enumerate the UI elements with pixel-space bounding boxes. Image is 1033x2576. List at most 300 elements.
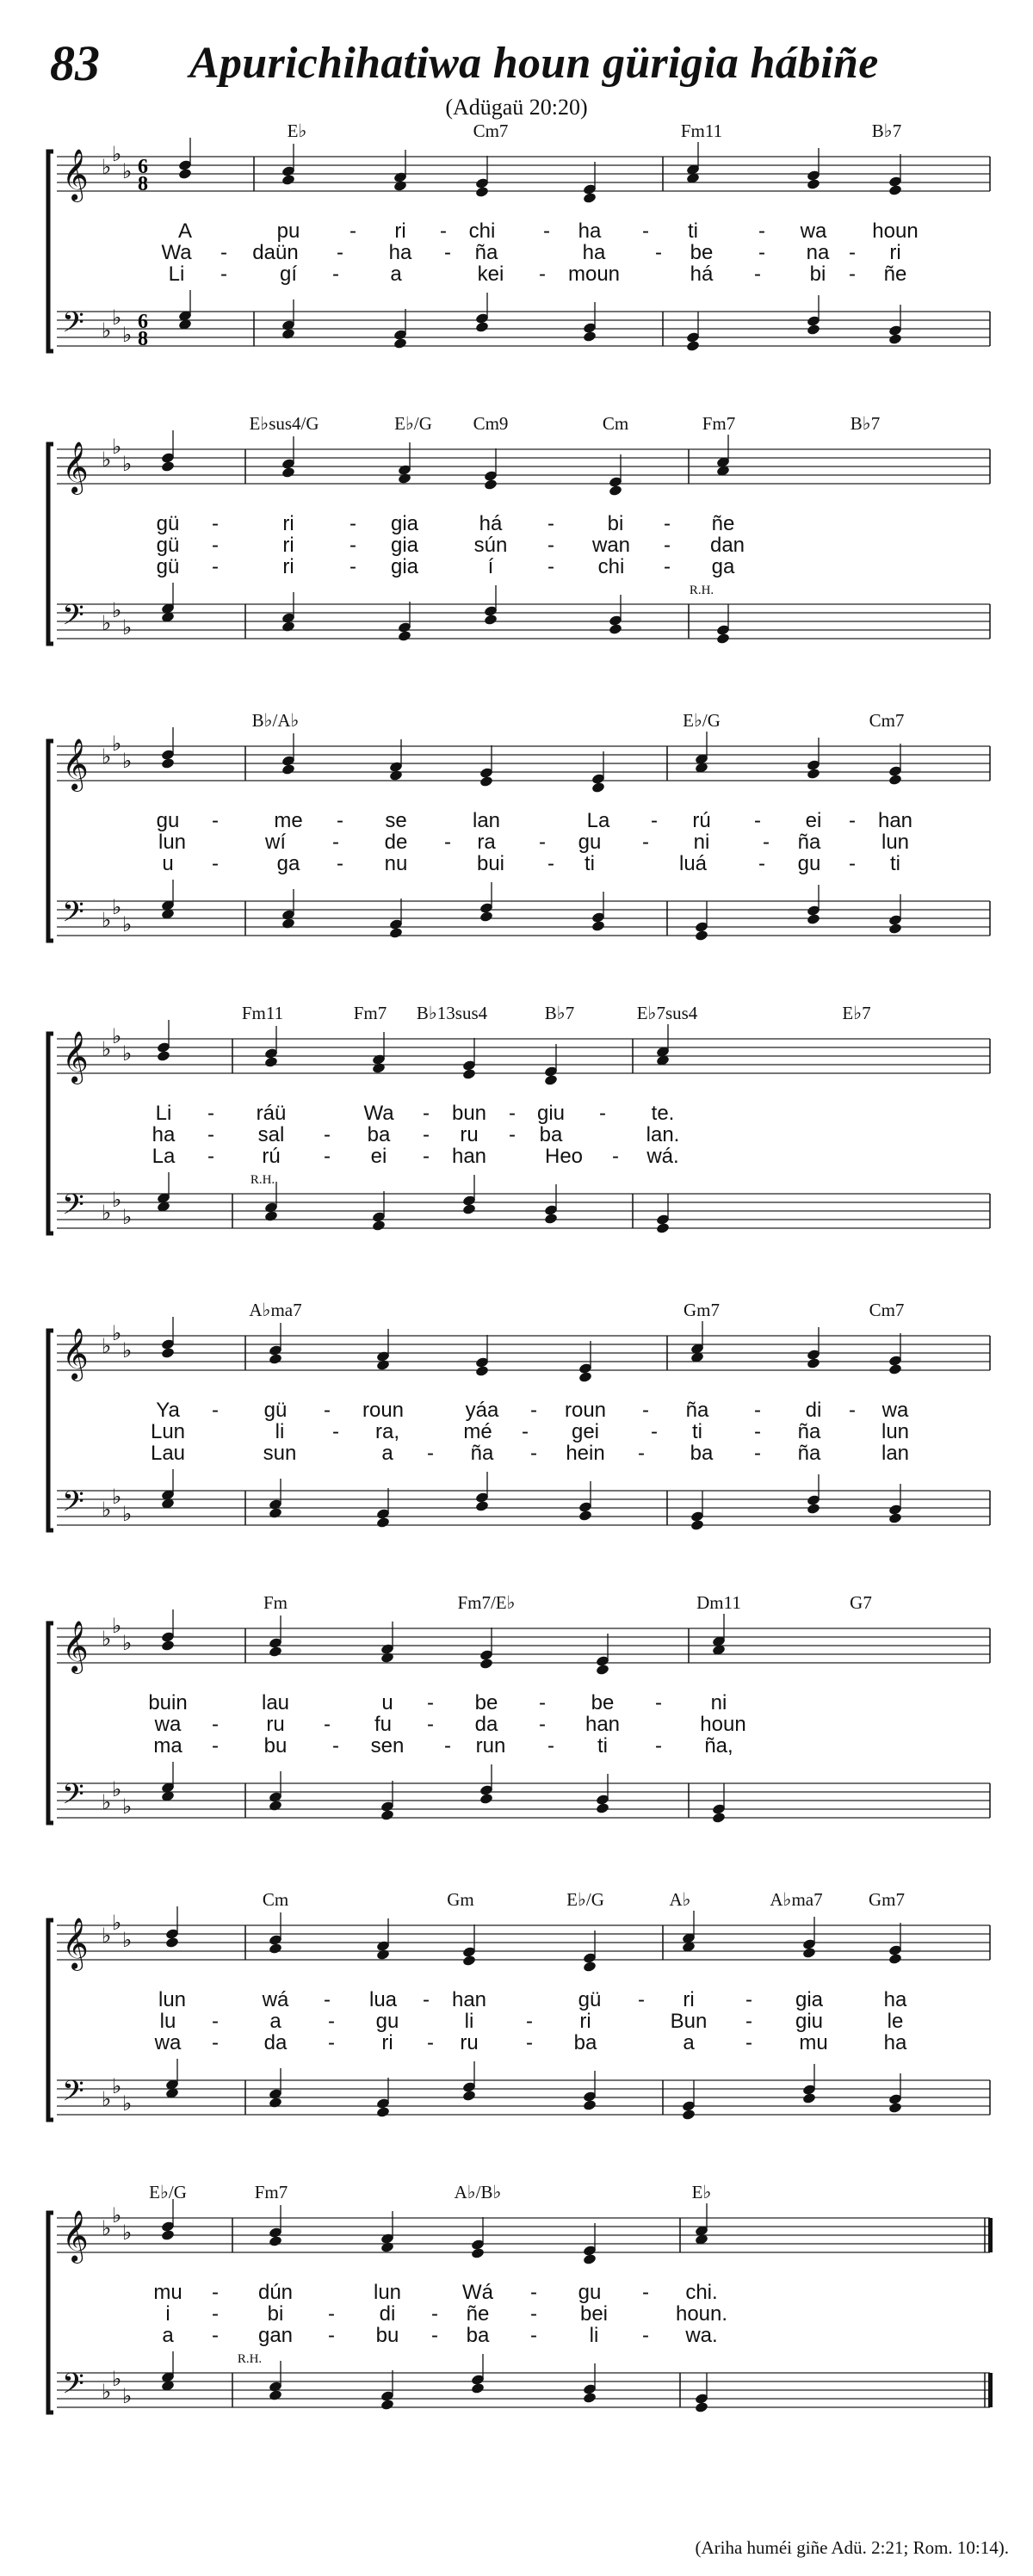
chord-symbol: E♭/G <box>149 2182 187 2202</box>
chord-symbol: E♭ <box>691 2182 712 2202</box>
lyric-syllable: sun <box>263 1442 297 1465</box>
lyric-syllable: ha <box>582 241 606 264</box>
lyric-syllable: bu <box>375 2324 399 2347</box>
chord-symbol: B♭/A♭ <box>251 710 300 731</box>
lyric-syllable: - <box>547 1734 554 1757</box>
time-signature-top: 6 <box>138 156 148 178</box>
bass-clef-icon: 𝄢 <box>62 896 84 936</box>
lyric-syllable: - <box>745 2031 752 2054</box>
bass-clef-icon: 𝄢 <box>62 306 84 346</box>
chord-symbol: B♭7 <box>871 120 902 141</box>
lyric-syllable: gü <box>578 1988 602 2011</box>
lyric-syllable: - <box>642 1399 649 1422</box>
lyric-syllable: - <box>758 852 765 875</box>
lyric-syllable: a <box>162 2324 174 2347</box>
lyric-syllable: ha <box>578 219 602 243</box>
lyric-syllable: ba <box>466 2324 490 2347</box>
chord-symbol: E♭7sus4 <box>636 1003 698 1023</box>
lyric-syllable: lun <box>881 1420 910 1443</box>
lyric-syllable: - <box>212 2302 219 2326</box>
lyric-syllable: - <box>612 1145 619 1168</box>
chord-symbol: Cm <box>262 1889 289 1910</box>
key-flat-icon: ♭ <box>112 895 122 919</box>
lyric-syllable: há <box>479 512 503 535</box>
lyric-syllable: da <box>474 1713 498 1736</box>
lyric-syllable: ti <box>688 219 698 243</box>
lyric-syllable: - <box>664 534 671 557</box>
lyric-syllable: - <box>655 241 662 264</box>
lyric-syllable: ga <box>711 555 735 578</box>
lyric-syllable: di <box>805 1399 822 1422</box>
lyric-syllable: luá <box>678 852 708 875</box>
lyric-syllable: se <box>385 809 407 832</box>
lyric-syllable: ma <box>153 1734 182 1757</box>
lyric-syllable: gü <box>156 534 180 557</box>
key-flat-icon: ♭ <box>122 1795 133 1819</box>
key-flat-icon: ♭ <box>102 448 112 472</box>
lyric-syllable: - <box>754 809 761 832</box>
lyric-syllable: ti <box>597 1734 608 1757</box>
lyric-syllable: - <box>849 809 856 832</box>
key-flat-icon: ♭ <box>102 1627 112 1651</box>
lyric-syllable: chi. <box>685 2281 718 2304</box>
lyric-syllable: - <box>642 219 649 243</box>
lyric-syllable: gei <box>571 1420 600 1443</box>
lyric-syllable: La <box>586 809 610 832</box>
key-flat-icon: ♭ <box>102 2087 112 2111</box>
lyric-syllable: í <box>487 555 494 578</box>
lyric-syllable: lun <box>881 831 910 854</box>
key-flat-icon: ♭ <box>122 1631 133 1655</box>
lyric-syllable: - <box>212 1734 219 1757</box>
lyric-syllable: hein <box>566 1442 605 1465</box>
lyric-syllable: - <box>423 1102 430 1125</box>
lyric-syllable: - <box>543 219 550 243</box>
chord-symbol: Fm7 <box>702 413 736 434</box>
chord-symbol: Gm7 <box>869 1889 905 1910</box>
treble-clef-icon: 𝄞 <box>62 149 89 201</box>
lyric-syllable: gia <box>390 555 419 578</box>
lyric-syllable: ha <box>883 2031 907 2054</box>
lyric-syllable: wa. <box>685 2324 718 2347</box>
lyric-syllable: houn <box>700 1713 746 1736</box>
key-flat-icon: ♭ <box>112 2203 122 2227</box>
key-flat-icon: ♭ <box>102 611 112 635</box>
lyric-syllable: - <box>763 831 770 854</box>
lyric-syllable: ra, <box>374 1420 400 1443</box>
system-7 <box>0 1889 1033 2173</box>
lyric-syllable: - <box>754 263 761 286</box>
chord-symbol: A♭ma7 <box>770 1889 823 1910</box>
chord-symbol: Dm11 <box>696 1592 741 1613</box>
lyric-syllable: di <box>379 2302 396 2326</box>
key-flat-icon: ♭ <box>102 1201 112 1225</box>
lyric-syllable: ñe <box>883 263 907 286</box>
key-flat-icon: ♭ <box>112 1188 122 1212</box>
lyric-syllable: gí <box>279 263 298 286</box>
lyric-syllable: - <box>651 1420 658 1443</box>
treble-clef-icon: 𝄞 <box>62 1328 89 1380</box>
lyric-syllable: wa <box>154 2031 182 2054</box>
key-flat-icon: ♭ <box>122 1041 133 1066</box>
lyric-syllable: chi <box>597 555 625 578</box>
time-signature-top: 6 <box>138 311 148 333</box>
lyric-syllable: a <box>269 2010 281 2033</box>
lyric-syllable: - <box>509 1123 516 1146</box>
chord-symbol: B♭7 <box>544 1003 575 1023</box>
lyric-syllable: A <box>177 219 193 243</box>
lyric-syllable: - <box>664 555 671 578</box>
chord-symbol: Cm7 <box>869 710 905 731</box>
lyric-syllable: - <box>444 831 451 854</box>
lyric-syllable: li <box>589 2324 599 2347</box>
lyric-syllable: Heo <box>544 1145 584 1168</box>
chord-symbol: Gm <box>447 1889 474 1910</box>
lyric-syllable: han <box>451 1145 487 1168</box>
key-flat-icon: ♭ <box>102 908 112 932</box>
lyric-syllable: lun <box>158 1988 187 2011</box>
lyric-syllable: han <box>877 809 913 832</box>
treble-clef-icon: 𝄞 <box>62 1918 89 1969</box>
key-flat-icon: ♭ <box>102 1498 112 1522</box>
lyric-syllable: ña, <box>704 1734 733 1757</box>
chord-symbol: A♭/B♭ <box>454 2182 502 2202</box>
key-flat-icon: ♭ <box>112 306 122 330</box>
lyric-syllable: - <box>212 2324 219 2347</box>
lyric-syllable: ni <box>710 1691 727 1714</box>
key-flat-icon: ♭ <box>122 2221 133 2245</box>
lyric-syllable: Wá <box>462 2281 493 2304</box>
key-flat-icon: ♭ <box>122 912 133 936</box>
chord-symbol: E♭7 <box>842 1003 871 1023</box>
lyric-syllable: - <box>509 1102 516 1125</box>
lyric-syllable: Wa <box>161 241 192 264</box>
lyric-syllable: - <box>526 2031 533 2054</box>
lyric-syllable: - <box>431 2324 438 2347</box>
lyric-syllable: ti <box>692 1420 702 1443</box>
lyric-syllable: - <box>324 1988 331 2011</box>
lyric-syllable: - <box>431 2302 438 2326</box>
lyric-syllable: - <box>849 1399 856 1422</box>
lyric-syllable: - <box>328 2324 335 2347</box>
bass-clef-icon: 𝄢 <box>62 599 84 639</box>
lyric-syllable: ri <box>394 219 406 243</box>
lyric-syllable: - <box>212 512 219 535</box>
hymn-number: 83 <box>50 35 100 91</box>
lyric-syllable: - <box>758 241 765 264</box>
lyric-syllable: kei <box>477 263 504 286</box>
lyric-syllable: - <box>427 1713 434 1736</box>
lyric-syllable: ti <box>890 852 900 875</box>
lyric-syllable: bi <box>809 263 826 286</box>
lyric-syllable: - <box>655 1734 662 1757</box>
lyric-syllable: - <box>664 512 671 535</box>
lyric-syllable: - <box>539 1713 546 1736</box>
lyric-syllable: gia <box>795 1988 824 2011</box>
lyric-syllable: chi <box>468 219 496 243</box>
chord-symbol: Fm11 <box>680 120 723 141</box>
lyric-syllable: - <box>324 1123 331 1146</box>
lyric-syllable: ri <box>889 241 901 264</box>
key-flat-icon: ♭ <box>122 452 133 476</box>
lyric-syllable: rú <box>692 809 711 832</box>
bass-clef-icon: 𝄢 <box>62 1486 84 1525</box>
lyric-syllable: - <box>324 1145 331 1168</box>
lyric-syllable: wá <box>262 1988 289 2011</box>
lyric-syllable: - <box>332 1734 339 1757</box>
lyric-syllable: - <box>444 241 451 264</box>
lyric-syllable: - <box>638 1442 645 1465</box>
lyric-syllable: - <box>328 2010 335 2033</box>
key-flat-icon: ♭ <box>112 435 122 459</box>
lyric-syllable: - <box>745 1988 752 2011</box>
lyric-syllable: ni <box>693 831 710 854</box>
lyric-syllable: - <box>328 2302 335 2326</box>
treble-clef-icon: 𝄞 <box>62 442 89 493</box>
lyric-syllable: bi <box>267 2302 284 2326</box>
lyric-syllable: - <box>522 1420 529 1443</box>
chord-symbol: A♭ma7 <box>249 1300 302 1320</box>
lyric-syllable: wa <box>881 1399 909 1422</box>
lyric-syllable: - <box>547 555 554 578</box>
lyric-syllable: - <box>349 534 356 557</box>
lyric-syllable: le <box>887 2010 904 2033</box>
lyric-syllable: lan. <box>646 1123 680 1146</box>
key-flat-icon: ♭ <box>102 744 112 769</box>
key-flat-icon: ♭ <box>122 615 133 639</box>
right-hand-marking: R.H. <box>689 584 714 597</box>
time-signature-bottom: 8 <box>138 328 148 350</box>
lyric-syllable: lau <box>261 1691 290 1714</box>
lyric-syllable: ha <box>388 241 412 264</box>
lyric-syllable: bun <box>451 1102 487 1125</box>
lyric-syllable: - <box>539 1691 546 1714</box>
key-flat-icon: ♭ <box>102 2216 112 2240</box>
lyric-syllable: Ya <box>156 1399 180 1422</box>
treble-clef-icon: 𝄞 <box>62 738 89 790</box>
lyric-syllable: - <box>547 512 554 535</box>
lyric-syllable: gu <box>578 831 602 854</box>
lyric-syllable: ba <box>539 1123 563 1146</box>
lyric-syllable: ri <box>282 555 294 578</box>
lyric-syllable: - <box>427 2031 434 2054</box>
lyric-syllable: - <box>349 512 356 535</box>
lyric-syllable: Li <box>155 1102 172 1125</box>
lyric-syllable: i <box>165 2302 170 2326</box>
lyric-syllable: lan <box>472 809 501 832</box>
lyric-syllable: - <box>212 2010 219 2033</box>
lyric-syllable: mé <box>463 1420 492 1443</box>
lyric-syllable: gu <box>578 2281 602 2304</box>
lyric-syllable: - <box>337 852 343 875</box>
lyric-syllable: dún <box>257 2281 294 2304</box>
bass-clef-icon: 𝄢 <box>62 2368 84 2407</box>
lyric-syllable: - <box>849 852 856 875</box>
lyric-syllable: - <box>754 1442 761 1465</box>
lyric-syllable: ñe <box>466 2302 490 2326</box>
lyric-syllable: sal <box>257 1123 285 1146</box>
key-flat-icon: ♭ <box>102 1790 112 1814</box>
lyric-syllable: ña <box>474 241 498 264</box>
lyric-syllable: a <box>683 2031 695 2054</box>
lyric-syllable: - <box>423 1145 430 1168</box>
system-1 <box>0 120 1033 405</box>
lyric-syllable: wa <box>800 219 827 243</box>
lyric-syllable: Li <box>168 263 185 286</box>
lyric-syllable: - <box>427 1691 434 1714</box>
hymn-title: Apurichihatiwa houn gürigia hábiñe <box>189 39 879 88</box>
lyric-syllable: La <box>152 1145 176 1168</box>
staff-system-graphic <box>0 413 1033 697</box>
lyric-syllable: bei <box>579 2302 609 2326</box>
lyric-syllable: - <box>324 1713 331 1736</box>
lyric-syllable: ña <box>797 831 821 854</box>
footer-reference: (Ariha huméi giñe Adü. 2:21; Rom. 10:14). <box>695 2537 1009 2558</box>
lyric-syllable: roun <box>362 1399 405 1422</box>
lyric-syllable: gu <box>797 852 821 875</box>
lyric-syllable: - <box>642 2324 649 2347</box>
lyric-syllable: - <box>337 241 343 264</box>
lyric-syllable: houn. <box>675 2302 728 2326</box>
lyric-syllable: giu <box>536 1102 566 1125</box>
lyric-syllable: wa <box>154 1713 182 1736</box>
lyric-syllable: ri <box>579 2010 591 2033</box>
lyric-syllable: ru <box>266 1713 285 1736</box>
lyric-syllable: ña <box>470 1442 494 1465</box>
hymn-subtitle: (Adügaü 20:20) <box>445 95 588 120</box>
lyric-syllable: - <box>212 1399 219 1422</box>
lyric-syllable: gia <box>390 534 419 557</box>
key-flat-icon: ♭ <box>122 323 133 347</box>
lyric-syllable: ri <box>282 534 294 557</box>
key-flat-icon: ♭ <box>112 142 122 166</box>
lyric-syllable: sen <box>370 1734 405 1757</box>
lyric-syllable: ha <box>152 1123 176 1146</box>
lyric-syllable: fu <box>374 1713 393 1736</box>
chord-symbol: Cm <box>602 413 629 434</box>
lyric-syllable: ri <box>683 1988 695 2011</box>
lyric-syllable: sún <box>473 534 508 557</box>
key-flat-icon: ♭ <box>102 2380 112 2404</box>
chord-symbol: Cm9 <box>473 413 509 434</box>
lyric-syllable: Wa <box>363 1102 394 1125</box>
chord-symbol: Fm7 <box>254 2182 288 2202</box>
chord-symbol: Cm7 <box>473 120 509 141</box>
key-flat-icon: ♭ <box>122 159 133 183</box>
lyric-syllable: - <box>651 809 658 832</box>
staff-system-graphic <box>0 710 1033 994</box>
lyric-syllable: da <box>263 2031 288 2054</box>
lyric-syllable: - <box>220 241 227 264</box>
staff-system-graphic <box>0 120 1033 405</box>
lyric-syllable: - <box>849 241 856 264</box>
key-flat-icon: ♭ <box>102 155 112 179</box>
chord-symbol: Gm7 <box>684 1300 720 1320</box>
lyric-syllable: me <box>274 809 303 832</box>
key-flat-icon: ♭ <box>102 1037 112 1061</box>
lyric-syllable: - <box>212 555 219 578</box>
chord-symbol: Fm11 <box>241 1003 284 1023</box>
right-hand-marking: R.H. <box>250 1173 275 1187</box>
lyric-syllable: - <box>745 2010 752 2033</box>
lyric-syllable: - <box>207 1123 214 1146</box>
lyric-syllable: - <box>349 555 356 578</box>
lyric-syllable: - <box>337 809 343 832</box>
chord-symbol: G7 <box>850 1592 872 1613</box>
key-flat-icon: ♭ <box>102 1334 112 1358</box>
lyric-syllable: bu <box>263 1734 288 1757</box>
key-flat-icon: ♭ <box>122 1502 133 1526</box>
lyric-syllable: lun <box>158 831 187 854</box>
key-flat-icon: ♭ <box>122 2384 133 2408</box>
chord-symbol: Fm <box>263 1592 288 1613</box>
lyric-syllable: ei <box>805 809 822 832</box>
chord-symbol: Cm7 <box>869 1300 905 1320</box>
lyric-syllable: - <box>349 219 356 243</box>
lyric-syllable: be <box>474 1691 498 1714</box>
chord-symbol: E♭ <box>287 120 307 141</box>
lyric-syllable: - <box>332 1420 339 1443</box>
lyric-syllable: li <box>464 2010 474 2033</box>
lyric-syllable: - <box>599 1102 606 1125</box>
lyric-syllable: - <box>754 1399 761 1422</box>
chord-symbol: E♭/G <box>683 710 721 731</box>
lyric-syllable: mu <box>799 2031 828 2054</box>
lyric-syllable: - <box>444 1734 451 1757</box>
lyric-syllable: moun <box>567 263 621 286</box>
key-flat-icon: ♭ <box>122 1338 133 1362</box>
lyric-syllable: lun <box>373 2281 402 2304</box>
lyric-syllable: yáa <box>465 1399 499 1422</box>
lyric-syllable: - <box>642 2281 649 2304</box>
lyric-syllable: - <box>423 1123 430 1146</box>
bass-clef-icon: 𝄢 <box>62 2075 84 2115</box>
chord-symbol: Fm7 <box>353 1003 387 1023</box>
lyric-syllable: ba <box>573 2031 597 2054</box>
lyric-syllable: ga <box>276 852 300 875</box>
chord-symbol: Fm7/E♭ <box>457 1592 516 1613</box>
lyric-syllable: - <box>547 534 554 557</box>
lyric-syllable: - <box>212 2281 219 2304</box>
chord-symbol: E♭sus4/G <box>249 413 319 434</box>
lyric-syllable: - <box>655 1691 662 1714</box>
lyric-syllable: - <box>423 1988 430 2011</box>
lyric-syllable: há <box>690 263 714 286</box>
lyric-syllable: nu <box>384 852 408 875</box>
bass-clef-icon: 𝄢 <box>62 1189 84 1228</box>
lyric-syllable: na <box>806 241 830 264</box>
key-flat-icon: ♭ <box>112 1321 122 1345</box>
lyric-syllable: be <box>591 1691 615 1714</box>
lyric-syllable: gü <box>156 512 180 535</box>
lyric-syllable: gu <box>375 2010 399 2033</box>
lyric-syllable: roun <box>564 1399 607 1422</box>
lyric-syllable: dan <box>709 534 745 557</box>
lyric-syllable: de <box>384 831 408 854</box>
lyric-syllable: gü <box>263 1399 288 1422</box>
chord-symbol: E♭/G <box>394 413 432 434</box>
lyric-syllable: wí <box>265 831 286 854</box>
lyric-syllable: - <box>324 1399 331 1422</box>
lyric-syllable: rú <box>262 1145 281 1168</box>
lyric-syllable: ha <box>883 1988 907 2011</box>
system-3 <box>0 710 1033 994</box>
lyric-syllable: - <box>207 1102 214 1125</box>
lyric-syllable: ru <box>460 1123 479 1146</box>
lyric-syllable: - <box>530 1442 537 1465</box>
lyric-syllable: run <box>475 1734 506 1757</box>
key-flat-icon: ♭ <box>122 1205 133 1229</box>
